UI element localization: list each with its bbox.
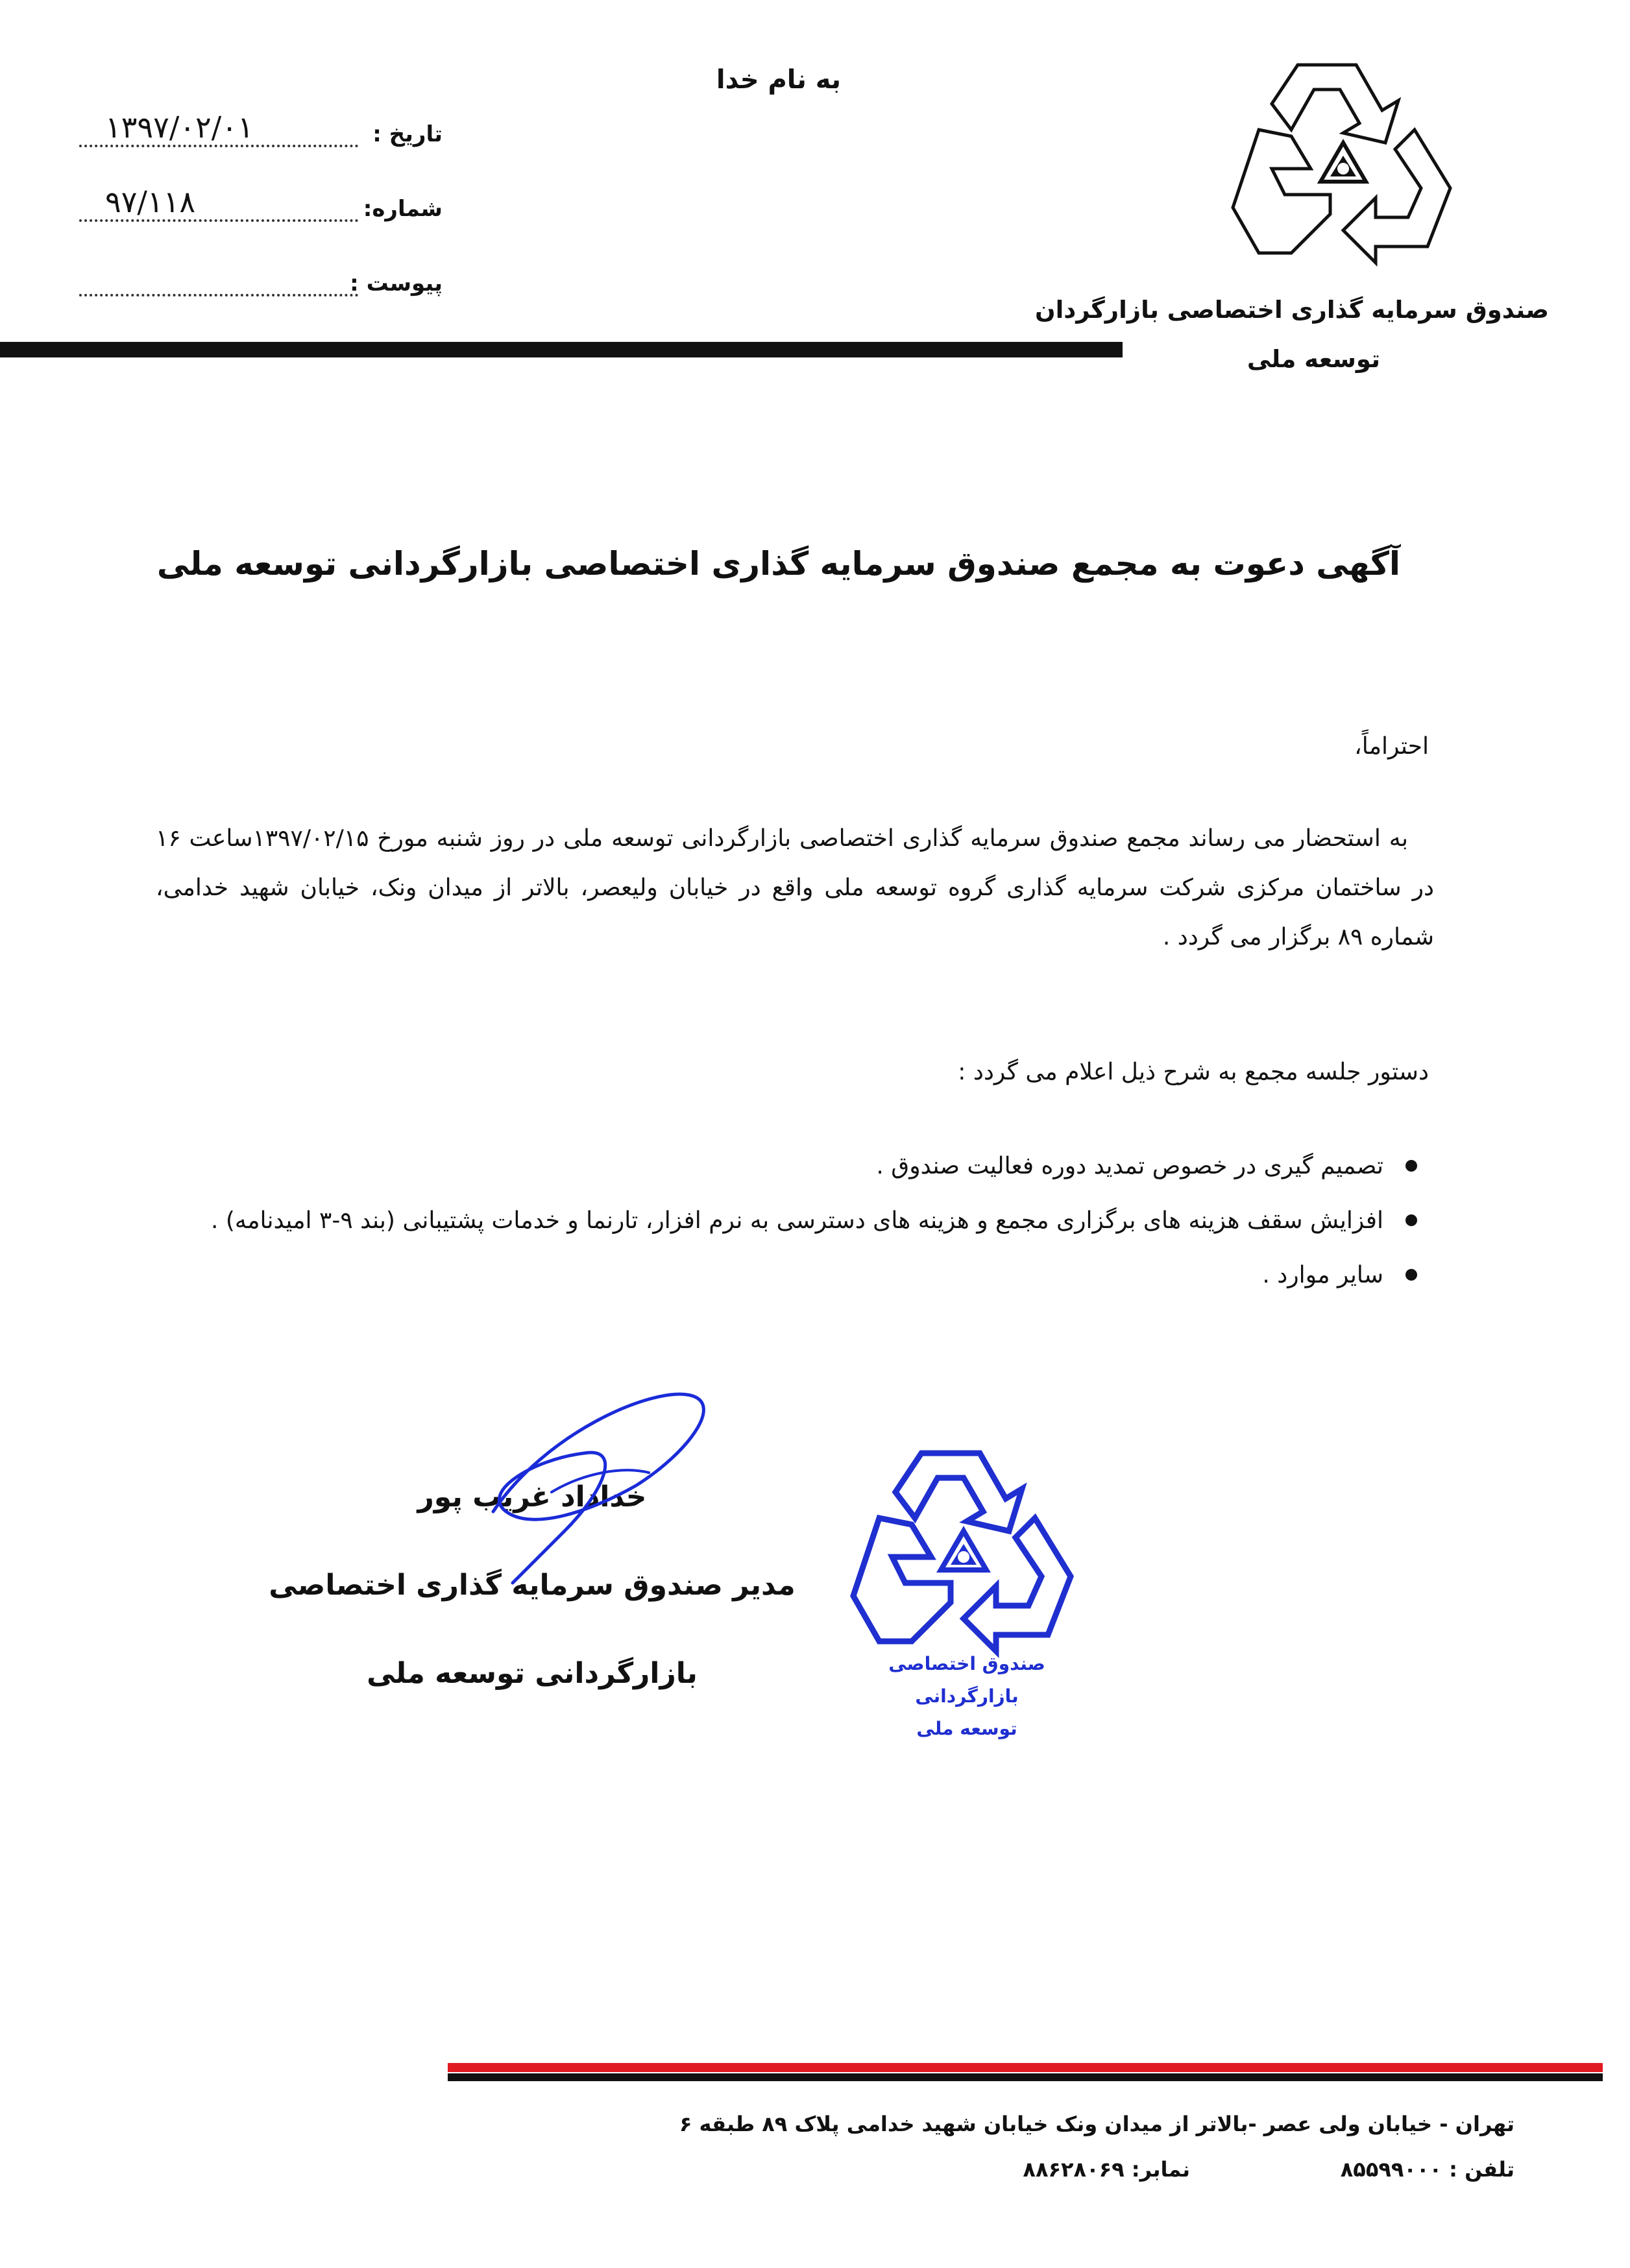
agenda-item [66, 1196, 1429, 1246]
number-dots [79, 219, 358, 222]
attachment-dots [79, 294, 358, 296]
signatory-role-2: بازارگردانی توسعه ملی [367, 1657, 698, 1690]
org-line-2: توسعه ملی [1247, 345, 1380, 373]
number-label: شماره: [363, 196, 443, 222]
agenda-list [66, 1142, 1429, 1305]
number-value: ۹۷/۱۱۸ [105, 184, 196, 219]
footer-contacts [801, 2157, 1514, 2182]
agenda-intro: دستور جلسه مجمع به شرح ذیل اعلام می گردد : [958, 1059, 1429, 1085]
agenda-item-text: تصمیم گیری در خصوص تمدید دوره فعالیت صندوق . [876, 1153, 1383, 1179]
footer-red-rule [448, 2063, 1603, 2072]
stamp-line-1: صندوق اختصاصی بازارگردانی [888, 1653, 1045, 1707]
agenda-item-text: سایر موارد . [1262, 1262, 1383, 1288]
number-row [79, 182, 443, 227]
recycle-logo-icon [1220, 58, 1466, 272]
header-divider [0, 342, 1123, 357]
date-value: ۱۳۹۷/۰۲/۰۱ [105, 110, 254, 145]
footer-black-rule [448, 2073, 1603, 2081]
date-row [79, 107, 443, 152]
organization-name [965, 285, 1549, 384]
agenda-item-text: افزایش سقف هزینه های برگزاری مجمع و هزینه های دسترسی به نرم افزار، تارنما و خدمات پشتیبانی (بند ۹-۳ امیدنامه) . [210, 1207, 1383, 1234]
handwritten-signature [454, 1382, 727, 1589]
date-label: تاریخ : [372, 121, 443, 147]
footer-fax: نمابر: ۸۸۶۲۸۰۶۹ [1023, 2157, 1190, 2182]
stamp-line-2: توسعه ملی [916, 1718, 1017, 1739]
attachment-label: پیوست : [350, 271, 443, 296]
footer-phone: تلفن : ۸۵۵۹۹۰۰۰ [1340, 2157, 1514, 2182]
document-title: آگهی دعوت به مجمع صندوق سرمایه گذاری اختصاصی بازارگردانی توسعه ملی [156, 545, 1401, 583]
bismillah: به نام خدا [716, 65, 842, 95]
attachment-row [79, 256, 443, 302]
main-paragraph: به استحضار می رساند مجمع صندوق سرمایه گذاری اختصاصی بازارگردانی توسعه ملی در روز شنبه مورخ ۱۳۹۷/۰۲/۱۵ساعت ۱۶ در ساختمان مرکزی شرکت سرمایه گذاری گروه توسعه ملی واقع در خیابان ولیعصر، بالاتر از میدان ونک، خیابان شهید خدامی، شماره ۸۹ برگزار می گردد . [156, 825, 1434, 950]
signatory-name: خداداد غریب پور [417, 1480, 647, 1514]
agenda-item [66, 1251, 1429, 1300]
footer-address: تهران - خیابان ولی عصر -بالاتر از میدان ونک خیابان شهید خدامی پلاک ۸۹ طبقه ۶ [679, 2112, 1514, 2136]
stamp-text [837, 1648, 1097, 1745]
greeting: احتراماً، [1354, 733, 1429, 760]
bullet-icon [1405, 1214, 1417, 1226]
signatory-role-1: مدیر صندوق سرمایه گذاری اختصاصی [269, 1569, 796, 1602]
bullet-icon [1405, 1269, 1417, 1281]
org-line-1: صندوق سرمایه گذاری اختصاصی بازارگردان [1035, 296, 1549, 324]
date-dots [79, 145, 358, 147]
bullet-icon [1405, 1160, 1417, 1172]
agenda-item [66, 1142, 1429, 1191]
